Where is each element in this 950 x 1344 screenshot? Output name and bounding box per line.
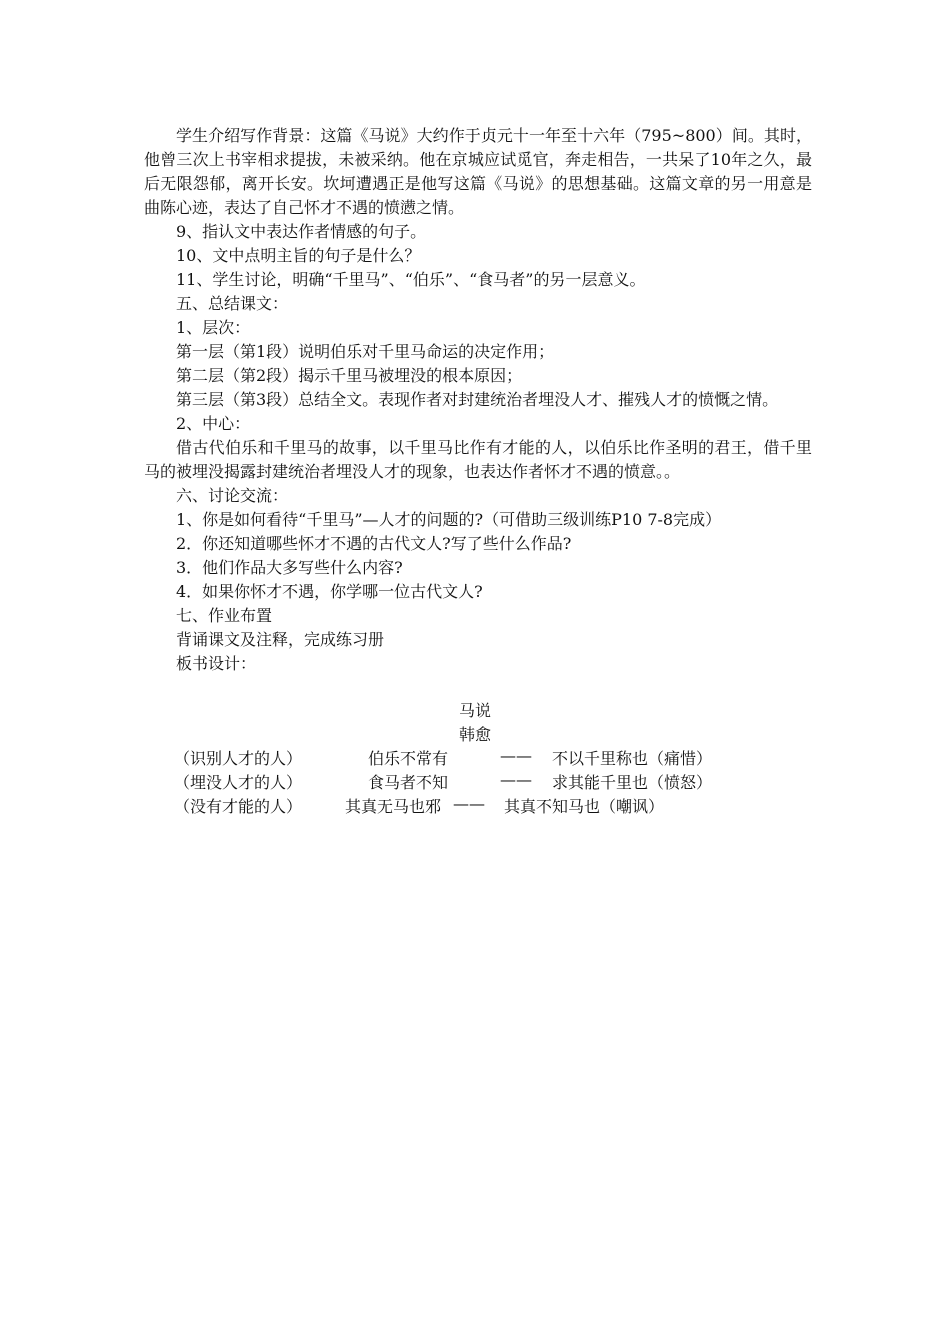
discussion-question-2: 2．你还知道哪些怀才不遇的古代文人?写了些什么作品?	[176, 534, 572, 553]
section-heading-discussion: 六、讨论交流：	[176, 486, 289, 505]
paragraph-item-10: 10、文中点明主旨的句子是什么？	[176, 246, 421, 265]
board-row-role: （识别人才的人）	[174, 749, 303, 768]
board-row-role: （没有才能的人）	[174, 797, 303, 816]
paragraph-background: 学生介绍写作背景：这篇《马说》大约作于贞元十一年至十六年（795~800）间。其时，他曾三次上书宰相求提拔，未被采纳。他在京城应试觅官，奔走相告，一共呆了10年之久，最后无限怨郁，离开长安。坎坷遭遇正是他写这篇《马说》的思想基础。这篇文章的另一用意是曲陈心迹，表达了自己怀才不遇的愤懑之情。	[144, 126, 812, 217]
board-row-phrase: 其真无马也邪	[345, 797, 442, 816]
section-heading-summary: 五、总结课文：	[176, 294, 289, 313]
discussion-question-3: 3．他们作品大多写些什么内容?	[176, 558, 403, 577]
discussion-question-1: 1、你是如何看待“千里马”—人才的问题的?（可借助三级训练P10 7-8完成）	[176, 510, 722, 529]
discussion-question-4: 4．如果你怀才不遇，你学哪一位古代文人?	[176, 582, 483, 601]
board-row-dash: ——	[453, 794, 485, 813]
board-row-result: 其真不知马也（嘲讽）	[504, 797, 665, 816]
level-two: 第二层（第2段）揭示千里马被埋没的根本原因；	[176, 366, 523, 385]
paragraph-center: 借古代伯乐和千里马的故事，以千里马比作有才能的人，以伯乐比作圣明的君王，借千里马的被埋没揭露封建统治者埋没人才的现象，也表达作者怀才不遇的愤意。。	[144, 438, 812, 481]
board-row	[0, 770, 950, 794]
board-row-result: 不以千里称也（痛惜）	[552, 749, 713, 768]
paragraph-item-9: 9、指认文中表达作者情感的句子。	[176, 222, 427, 241]
board-row-phrase: 食马者不知	[368, 773, 449, 792]
board-row-result: 求其能千里也（愤怒）	[552, 773, 713, 792]
board-title: 马说	[458, 701, 491, 720]
subheading-center: 2、中心：	[176, 414, 251, 433]
board-row-dash: ——	[500, 770, 532, 789]
paragraph-item-11: 11、学生讨论，明确“千里马”、“伯乐”、“食马者”的另一层意义。	[176, 270, 646, 289]
section-heading-homework: 七、作业布置	[176, 606, 273, 625]
level-one: 第一层（第1段）说明伯乐对千里马命运的决定作用；	[176, 342, 555, 361]
board-row	[0, 794, 950, 818]
board-row	[0, 746, 950, 770]
subheading-levels: 1、层次：	[176, 318, 251, 337]
board-author: 韩愈	[458, 725, 491, 744]
homework-text: 背诵课文及注释，完成练习册	[176, 630, 385, 649]
board-row-phrase: 伯乐不常有	[368, 749, 449, 768]
board-design-label: 板书设计：	[176, 654, 257, 673]
lesson-body	[144, 124, 812, 676]
level-three: 第三层（第3段）总结全文。表现作者对封建统治者埋没人才、摧残人才的愤慨之情。	[176, 390, 779, 409]
board-row-dash: ——	[500, 746, 532, 765]
board-row-role: （埋没人才的人）	[174, 773, 303, 792]
